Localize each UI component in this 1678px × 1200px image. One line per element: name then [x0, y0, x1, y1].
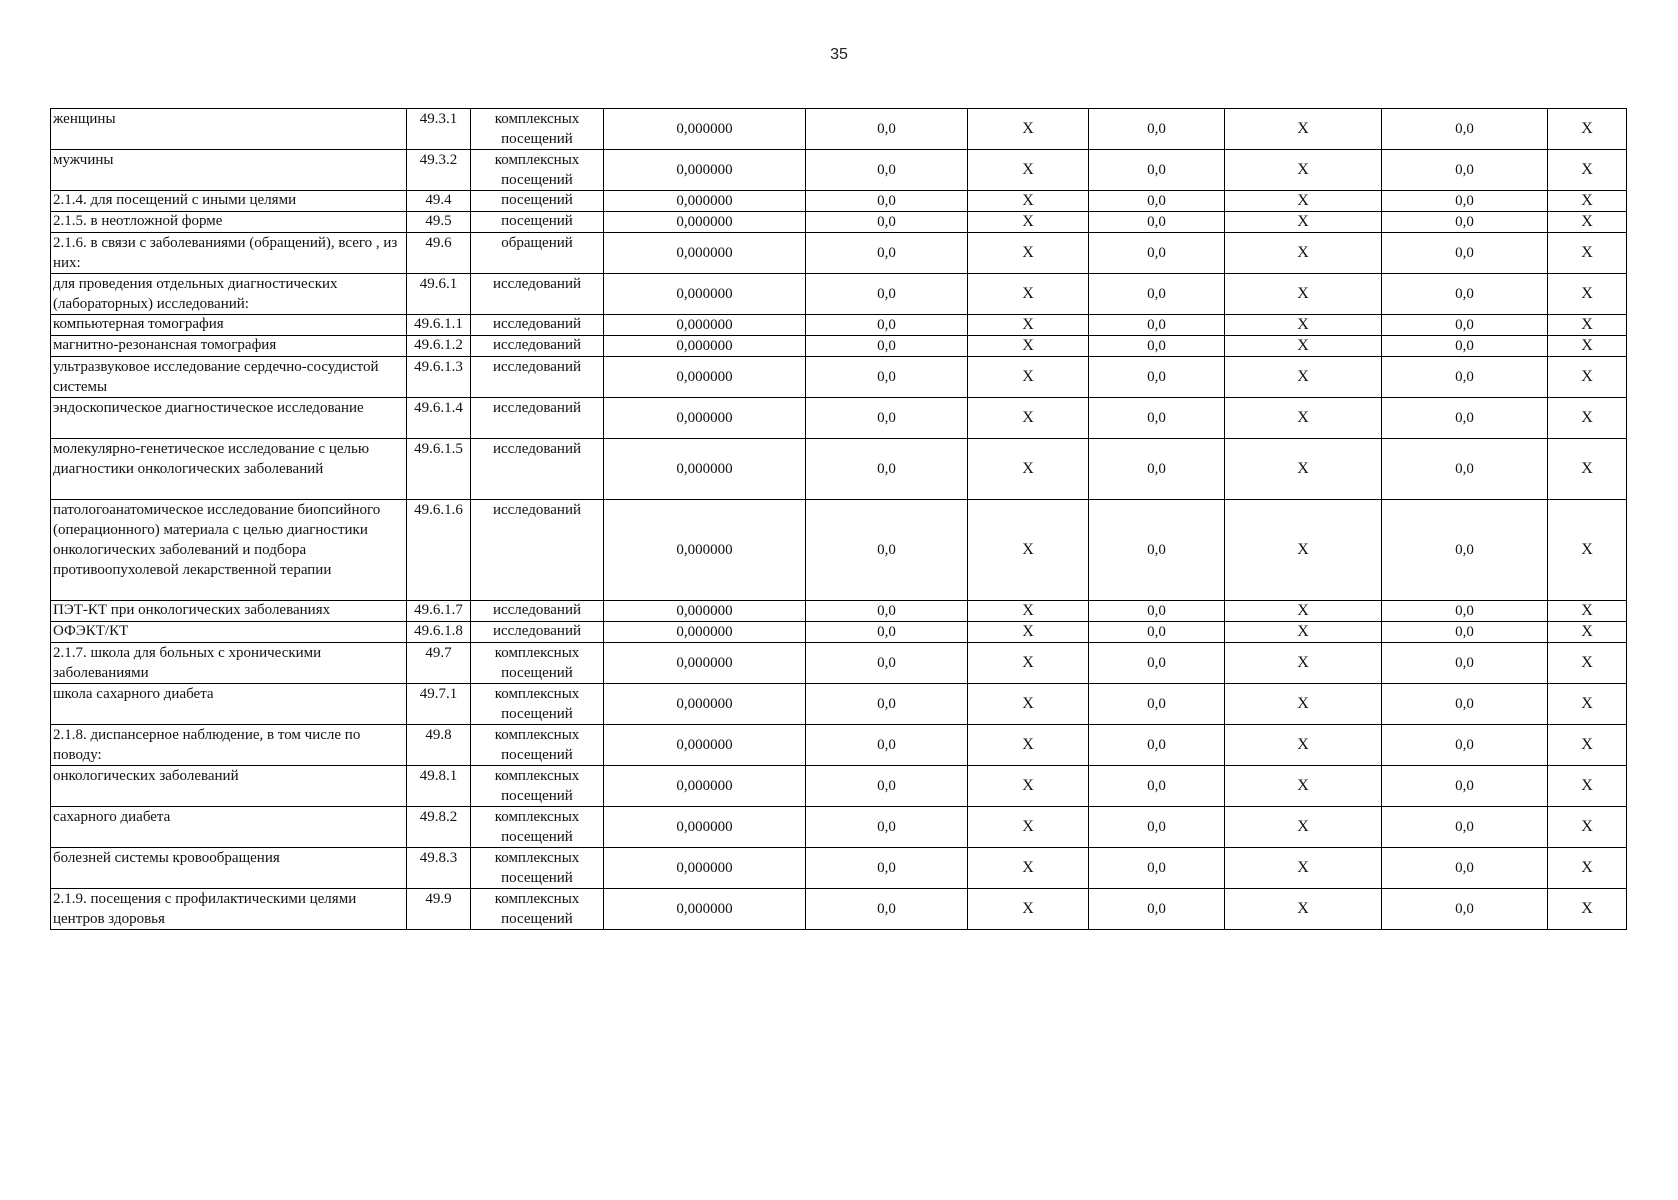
- row-name-cell: онкологических заболеваний: [51, 766, 407, 807]
- row-name-cell: 2.1.5. в неотложной форме: [51, 212, 407, 233]
- table-row: [51, 315, 1627, 336]
- row-value-1-cell: 0,0: [806, 315, 968, 336]
- row-value-2-cell: 0,0: [1089, 889, 1225, 930]
- table-row: [51, 398, 1627, 439]
- row-unit-cell: посещений: [471, 191, 604, 212]
- row-value-1-cell: 0,0: [806, 233, 968, 274]
- row-mark-2-cell: X: [1225, 622, 1382, 643]
- row-mark-2-cell: X: [1225, 439, 1382, 500]
- row-unit-cell: комплексных посещений: [471, 889, 604, 930]
- row-value-cell: 0,000000: [604, 212, 806, 233]
- row-mark-2-cell: X: [1225, 848, 1382, 889]
- row-unit-cell: комплексных посещений: [471, 766, 604, 807]
- row-value-2-cell: 0,0: [1089, 315, 1225, 336]
- row-value-1-cell: 0,0: [806, 622, 968, 643]
- row-code-cell: 49.6.1.2: [407, 336, 471, 357]
- row-code-cell: 49.6.1.5: [407, 439, 471, 500]
- row-value-cell: 0,000000: [604, 439, 806, 500]
- row-value-3-cell: 0,0: [1382, 766, 1548, 807]
- row-value-2-cell: 0,0: [1089, 622, 1225, 643]
- row-value-1-cell: 0,0: [806, 212, 968, 233]
- table-row: [51, 684, 1627, 725]
- row-mark-3-cell: X: [1548, 439, 1627, 500]
- row-code-cell: 49.8: [407, 725, 471, 766]
- row-name-cell: молекулярно-генетическое исследование с целью диагностики онкологических заболеваний: [51, 439, 407, 500]
- row-name-cell: магнитно-резонансная томография: [51, 336, 407, 357]
- table-row: [51, 807, 1627, 848]
- row-mark-2-cell: X: [1225, 398, 1382, 439]
- row-value-cell: 0,000000: [604, 622, 806, 643]
- row-value-1-cell: 0,0: [806, 725, 968, 766]
- row-name-cell: 2.1.8. диспансерное наблюдение, в том числе по поводу:: [51, 725, 407, 766]
- row-mark-2-cell: X: [1225, 212, 1382, 233]
- row-value-cell: 0,000000: [604, 191, 806, 212]
- row-mark-2-cell: X: [1225, 357, 1382, 398]
- row-value-cell: 0,000000: [604, 766, 806, 807]
- row-mark-1-cell: X: [968, 643, 1089, 684]
- row-value-cell: 0,000000: [604, 109, 806, 150]
- row-unit-cell: комплексных посещений: [471, 725, 604, 766]
- row-mark-2-cell: X: [1225, 807, 1382, 848]
- row-mark-3-cell: X: [1548, 622, 1627, 643]
- row-value-2-cell: 0,0: [1089, 848, 1225, 889]
- row-mark-1-cell: X: [968, 233, 1089, 274]
- row-mark-1-cell: X: [968, 357, 1089, 398]
- row-value-1-cell: 0,0: [806, 889, 968, 930]
- table-row: [51, 622, 1627, 643]
- row-value-1-cell: 0,0: [806, 439, 968, 500]
- row-mark-1-cell: X: [968, 766, 1089, 807]
- row-value-cell: 0,000000: [604, 233, 806, 274]
- row-code-cell: 49.6.1.8: [407, 622, 471, 643]
- row-value-cell: 0,000000: [604, 274, 806, 315]
- row-value-cell: 0,000000: [604, 500, 806, 601]
- row-mark-1-cell: X: [968, 807, 1089, 848]
- row-mark-3-cell: X: [1548, 315, 1627, 336]
- row-mark-1-cell: X: [968, 500, 1089, 601]
- row-unit-cell: исследований: [471, 336, 604, 357]
- row-value-2-cell: 0,0: [1089, 212, 1225, 233]
- row-value-3-cell: 0,0: [1382, 336, 1548, 357]
- row-value-1-cell: 0,0: [806, 807, 968, 848]
- row-code-cell: 49.7: [407, 643, 471, 684]
- row-value-3-cell: 0,0: [1382, 439, 1548, 500]
- row-value-2-cell: 0,0: [1089, 233, 1225, 274]
- row-unit-cell: посещений: [471, 212, 604, 233]
- row-unit-cell: комплексных посещений: [471, 643, 604, 684]
- row-name-cell: ультразвуковое исследование сердечно-сосудистой системы: [51, 357, 407, 398]
- table-row: [51, 212, 1627, 233]
- row-mark-2-cell: X: [1225, 643, 1382, 684]
- row-name-cell: патологоанатомическое исследование биопсийного (операционного) материала с целью диагностики онкологических заболеваний и подбора противоопухолевой лекарственной терапии: [51, 500, 407, 601]
- row-name-cell: для проведения отдельных диагностических (лабораторных) исследований:: [51, 274, 407, 315]
- row-value-3-cell: 0,0: [1382, 500, 1548, 601]
- row-mark-3-cell: X: [1548, 274, 1627, 315]
- row-name-cell: 2.1.7. школа для больных с хроническими заболеваниями: [51, 643, 407, 684]
- row-mark-1-cell: X: [968, 274, 1089, 315]
- row-value-3-cell: 0,0: [1382, 191, 1548, 212]
- row-unit-cell: комплексных посещений: [471, 684, 604, 725]
- row-value-cell: 0,000000: [604, 315, 806, 336]
- table-row: [51, 191, 1627, 212]
- row-name-cell: мужчины: [51, 150, 407, 191]
- table-row: [51, 643, 1627, 684]
- row-value-3-cell: 0,0: [1382, 357, 1548, 398]
- row-value-1-cell: 0,0: [806, 357, 968, 398]
- row-value-1-cell: 0,0: [806, 109, 968, 150]
- row-mark-3-cell: X: [1548, 212, 1627, 233]
- row-value-2-cell: 0,0: [1089, 191, 1225, 212]
- row-unit-cell: комплексных посещений: [471, 807, 604, 848]
- row-value-2-cell: 0,0: [1089, 336, 1225, 357]
- table-row: [51, 233, 1627, 274]
- table-body: [51, 109, 1627, 930]
- row-name-cell: школа сахарного диабета: [51, 684, 407, 725]
- row-mark-2-cell: X: [1225, 109, 1382, 150]
- row-code-cell: 49.5: [407, 212, 471, 233]
- table-row: [51, 725, 1627, 766]
- table-row: [51, 601, 1627, 622]
- row-mark-2-cell: X: [1225, 191, 1382, 212]
- row-value-3-cell: 0,0: [1382, 622, 1548, 643]
- row-mark-2-cell: X: [1225, 889, 1382, 930]
- data-table: [50, 108, 1627, 930]
- row-value-3-cell: 0,0: [1382, 233, 1548, 274]
- table-row: [51, 848, 1627, 889]
- row-value-1-cell: 0,0: [806, 601, 968, 622]
- row-value-cell: 0,000000: [604, 643, 806, 684]
- row-mark-3-cell: X: [1548, 889, 1627, 930]
- row-unit-cell: исследований: [471, 601, 604, 622]
- row-name-cell: сахарного диабета: [51, 807, 407, 848]
- row-value-2-cell: 0,0: [1089, 766, 1225, 807]
- row-unit-cell: исследований: [471, 357, 604, 398]
- row-code-cell: 49.6.1.4: [407, 398, 471, 439]
- row-mark-2-cell: X: [1225, 766, 1382, 807]
- row-mark-2-cell: X: [1225, 233, 1382, 274]
- row-value-3-cell: 0,0: [1382, 684, 1548, 725]
- row-mark-2-cell: X: [1225, 725, 1382, 766]
- row-name-cell: 2.1.6. в связи с заболеваниями (обращений), всего , из них:: [51, 233, 407, 274]
- table-row: [51, 500, 1627, 601]
- row-mark-3-cell: X: [1548, 357, 1627, 398]
- row-value-2-cell: 0,0: [1089, 643, 1225, 684]
- row-mark-3-cell: X: [1548, 848, 1627, 889]
- row-mark-1-cell: X: [968, 848, 1089, 889]
- row-code-cell: 49.9: [407, 889, 471, 930]
- row-value-1-cell: 0,0: [806, 848, 968, 889]
- row-mark-3-cell: X: [1548, 233, 1627, 274]
- row-name-cell: женщины: [51, 109, 407, 150]
- row-value-2-cell: 0,0: [1089, 439, 1225, 500]
- row-mark-1-cell: X: [968, 889, 1089, 930]
- row-code-cell: 49.3.1: [407, 109, 471, 150]
- row-unit-cell: исследований: [471, 274, 604, 315]
- row-mark-2-cell: X: [1225, 684, 1382, 725]
- row-value-cell: 0,000000: [604, 336, 806, 357]
- row-mark-1-cell: X: [968, 315, 1089, 336]
- table-row: [51, 274, 1627, 315]
- table-row: [51, 336, 1627, 357]
- row-code-cell: 49.6.1.1: [407, 315, 471, 336]
- row-mark-3-cell: X: [1548, 601, 1627, 622]
- row-code-cell: 49.6.1.3: [407, 357, 471, 398]
- row-mark-3-cell: X: [1548, 191, 1627, 212]
- row-mark-3-cell: X: [1548, 398, 1627, 439]
- row-mark-3-cell: X: [1548, 766, 1627, 807]
- row-value-cell: 0,000000: [604, 807, 806, 848]
- table-row: [51, 439, 1627, 500]
- row-value-1-cell: 0,0: [806, 684, 968, 725]
- row-mark-3-cell: X: [1548, 500, 1627, 601]
- row-unit-cell: исследований: [471, 500, 604, 601]
- row-unit-cell: исследований: [471, 622, 604, 643]
- row-mark-1-cell: X: [968, 212, 1089, 233]
- row-name-cell: компьютерная томография: [51, 315, 407, 336]
- row-value-2-cell: 0,0: [1089, 500, 1225, 601]
- row-value-3-cell: 0,0: [1382, 274, 1548, 315]
- row-mark-3-cell: X: [1548, 150, 1627, 191]
- row-value-cell: 0,000000: [604, 398, 806, 439]
- row-value-2-cell: 0,0: [1089, 357, 1225, 398]
- table-row: [51, 150, 1627, 191]
- row-value-3-cell: 0,0: [1382, 601, 1548, 622]
- row-value-cell: 0,000000: [604, 150, 806, 191]
- row-code-cell: 49.6: [407, 233, 471, 274]
- row-mark-1-cell: X: [968, 601, 1089, 622]
- row-value-1-cell: 0,0: [806, 150, 968, 191]
- table-row: [51, 357, 1627, 398]
- row-mark-2-cell: X: [1225, 315, 1382, 336]
- row-name-cell: болезней системы кровообращения: [51, 848, 407, 889]
- row-value-cell: 0,000000: [604, 684, 806, 725]
- row-mark-1-cell: X: [968, 725, 1089, 766]
- row-value-3-cell: 0,0: [1382, 725, 1548, 766]
- row-value-3-cell: 0,0: [1382, 848, 1548, 889]
- row-name-cell: 2.1.9. посещения с профилактическими целями центров здоровья: [51, 889, 407, 930]
- row-name-cell: 2.1.4. для посещений с иными целями: [51, 191, 407, 212]
- row-mark-1-cell: X: [968, 150, 1089, 191]
- row-value-2-cell: 0,0: [1089, 150, 1225, 191]
- row-value-cell: 0,000000: [604, 725, 806, 766]
- row-mark-2-cell: X: [1225, 601, 1382, 622]
- row-mark-3-cell: X: [1548, 643, 1627, 684]
- row-mark-1-cell: X: [968, 336, 1089, 357]
- table-row: [51, 889, 1627, 930]
- row-code-cell: 49.3.2: [407, 150, 471, 191]
- row-unit-cell: исследований: [471, 315, 604, 336]
- row-value-2-cell: 0,0: [1089, 684, 1225, 725]
- row-mark-1-cell: X: [968, 684, 1089, 725]
- row-value-cell: 0,000000: [604, 889, 806, 930]
- row-value-1-cell: 0,0: [806, 274, 968, 315]
- row-value-cell: 0,000000: [604, 357, 806, 398]
- row-code-cell: 49.6.1: [407, 274, 471, 315]
- row-name-cell: эндоскопическое диагностическое исследование: [51, 398, 407, 439]
- row-mark-2-cell: X: [1225, 274, 1382, 315]
- row-value-3-cell: 0,0: [1382, 643, 1548, 684]
- row-mark-2-cell: X: [1225, 336, 1382, 357]
- row-unit-cell: обращений: [471, 233, 604, 274]
- row-value-2-cell: 0,0: [1089, 398, 1225, 439]
- row-value-2-cell: 0,0: [1089, 601, 1225, 622]
- row-name-cell: ОФЭКТ/КТ: [51, 622, 407, 643]
- row-value-1-cell: 0,0: [806, 336, 968, 357]
- row-value-1-cell: 0,0: [806, 643, 968, 684]
- row-value-1-cell: 0,0: [806, 398, 968, 439]
- row-mark-3-cell: X: [1548, 684, 1627, 725]
- row-code-cell: 49.6.1.6: [407, 500, 471, 601]
- row-mark-2-cell: X: [1225, 500, 1382, 601]
- row-code-cell: 49.8.3: [407, 848, 471, 889]
- row-value-3-cell: 0,0: [1382, 315, 1548, 336]
- row-unit-cell: исследований: [471, 439, 604, 500]
- row-value-1-cell: 0,0: [806, 191, 968, 212]
- table-row: [51, 766, 1627, 807]
- row-name-cell: ПЭТ-КТ при онкологических заболеваниях: [51, 601, 407, 622]
- row-value-3-cell: 0,0: [1382, 807, 1548, 848]
- row-mark-3-cell: X: [1548, 807, 1627, 848]
- row-mark-3-cell: X: [1548, 336, 1627, 357]
- row-value-3-cell: 0,0: [1382, 212, 1548, 233]
- row-value-3-cell: 0,0: [1382, 398, 1548, 439]
- row-mark-1-cell: X: [968, 439, 1089, 500]
- row-value-2-cell: 0,0: [1089, 109, 1225, 150]
- row-value-3-cell: 0,0: [1382, 889, 1548, 930]
- row-value-1-cell: 0,0: [806, 766, 968, 807]
- row-code-cell: 49.8.1: [407, 766, 471, 807]
- row-value-1-cell: 0,0: [806, 500, 968, 601]
- row-code-cell: 49.8.2: [407, 807, 471, 848]
- row-value-3-cell: 0,0: [1382, 109, 1548, 150]
- row-unit-cell: комплексных посещений: [471, 848, 604, 889]
- row-mark-1-cell: X: [968, 622, 1089, 643]
- row-mark-3-cell: X: [1548, 109, 1627, 150]
- row-mark-3-cell: X: [1548, 725, 1627, 766]
- row-value-3-cell: 0,0: [1382, 150, 1548, 191]
- row-value-2-cell: 0,0: [1089, 807, 1225, 848]
- row-value-2-cell: 0,0: [1089, 725, 1225, 766]
- row-code-cell: 49.4: [407, 191, 471, 212]
- row-value-2-cell: 0,0: [1089, 274, 1225, 315]
- row-mark-1-cell: X: [968, 191, 1089, 212]
- row-unit-cell: исследований: [471, 398, 604, 439]
- row-code-cell: 49.7.1: [407, 684, 471, 725]
- row-unit-cell: комплексных посещений: [471, 150, 604, 191]
- row-mark-1-cell: X: [968, 109, 1089, 150]
- row-mark-2-cell: X: [1225, 150, 1382, 191]
- row-value-cell: 0,000000: [604, 848, 806, 889]
- row-mark-1-cell: X: [968, 398, 1089, 439]
- row-unit-cell: комплексных посещений: [471, 109, 604, 150]
- row-value-cell: 0,000000: [604, 601, 806, 622]
- page-number: 35: [830, 46, 848, 63]
- table-row: [51, 109, 1627, 150]
- row-code-cell: 49.6.1.7: [407, 601, 471, 622]
